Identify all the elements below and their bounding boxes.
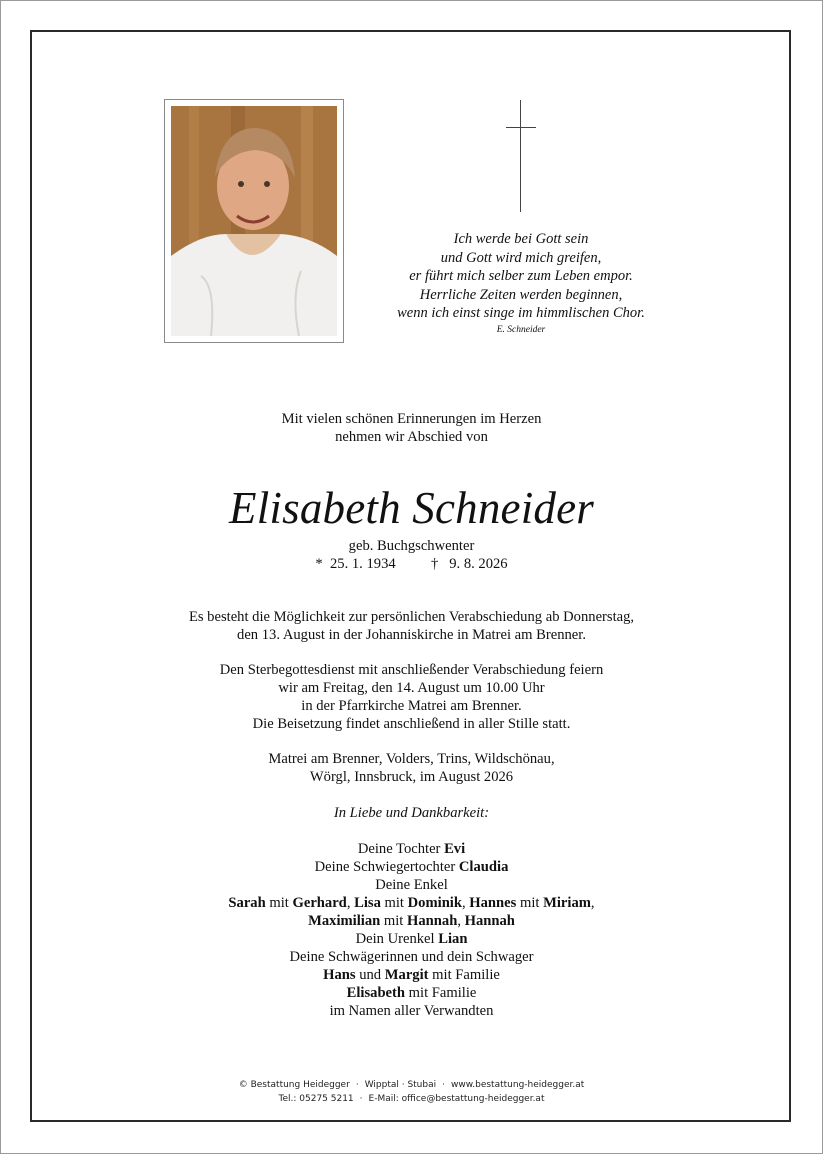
family-line: im Namen aller Verwandten	[329, 1003, 494, 1019]
family-line: Hans und Margit mit Familie	[323, 967, 500, 983]
family-line: Elisabeth mit Familie	[346, 985, 477, 1001]
family-line: Deine Tochter Evi	[357, 841, 466, 857]
viewing-line: Es besteht die Möglichkeit zur persönlichen Verabschiedung ab Donnerstag,	[188, 609, 635, 625]
poem	[360, 230, 682, 337]
poem-line: Herrliche Zeiten werden beginnen,	[419, 286, 623, 303]
service-line: Den Sterbegottesdienst mit anschließender Verabschiedung feiern	[219, 662, 604, 678]
places-date	[100, 750, 723, 786]
death-symbol: †	[430, 556, 439, 572]
footer	[100, 1079, 723, 1106]
deceased-name: Elisabeth Schneider	[229, 483, 594, 533]
family-list	[100, 840, 723, 1020]
intro-line: nehmen wir Abschied von	[335, 429, 488, 445]
footer-website[interactable]: www.bestattung-heidegger.at	[451, 1080, 585, 1090]
family-line: Deine Schwiegertochter Claudia	[314, 859, 509, 875]
intro-line: Mit vielen schönen Erinnerungen im Herzen	[281, 411, 542, 427]
cross-icon	[506, 100, 536, 212]
places-line: Matrei am Brenner, Volders, Trins, Wildschönau,	[268, 751, 555, 767]
viewing-info	[100, 608, 723, 644]
family-line: Maximilian mit Hannah, Hannah	[308, 913, 515, 929]
family-line: Dein Urenkel Lian	[355, 931, 468, 947]
footer-phone: Tel.: 05275 5211	[278, 1093, 354, 1104]
intro-text	[100, 410, 723, 446]
portrait-photo	[171, 106, 337, 336]
poem-line: wenn ich einst singe im himmlischen Chor.	[397, 305, 645, 322]
service-line: in der Pfarrkirche Matrei am Brenner.	[301, 698, 522, 714]
birth-date: 25. 1. 1934	[329, 556, 396, 572]
poem-line: Ich werde bei Gott sein	[453, 231, 589, 247]
death-date: 9. 8. 2026	[449, 556, 508, 572]
footer-line: Tel.: 05275 5211 · E-Mail: office@bestattung-heidegger.at	[278, 1093, 545, 1104]
viewing-line: den 13. August in der Johanniskirche in Matrei am Brenner.	[237, 627, 586, 643]
poem-line: und Gott wird mich greifen,	[440, 249, 602, 266]
thanks-line: In Liebe und Dankbarkeit:	[333, 805, 490, 821]
footer-region: Wipptal · Stubai	[364, 1080, 437, 1090]
poem-author: E. Schneider	[496, 324, 546, 335]
family-line: Sarah mit Gerhard, Lisa mit Dominik, Hannes mit Miriam,	[228, 895, 595, 911]
portrait-frame	[164, 99, 344, 343]
service-info	[100, 661, 723, 733]
service-line: wir am Freitag, den 14. August um 10.00 Uhr	[278, 680, 545, 696]
birth-symbol: *	[315, 556, 323, 572]
footer-line: © Bestattung Heidegger · Wipptal · Stubai · www.bestattung-heidegger.at	[238, 1080, 585, 1090]
born-name: geb. Buchgschwenter	[348, 538, 475, 554]
service-line: Die Beisetzung findet anschließend in aller Stille statt.	[252, 716, 571, 732]
places-line: Wörgl, Innsbruck, im August 2026	[309, 769, 514, 785]
family-line: Deine Schwägerinnen und dein Schwager	[289, 949, 534, 965]
poem-line: er führt mich selber zum Leben empor.	[409, 268, 633, 285]
life-dates	[100, 555, 723, 573]
footer-email[interactable]: E-Mail: office@bestattung-heidegger.at	[368, 1093, 545, 1104]
family-line: Deine Enkel	[375, 877, 448, 893]
footer-company: © Bestattung Heidegger	[238, 1080, 350, 1090]
